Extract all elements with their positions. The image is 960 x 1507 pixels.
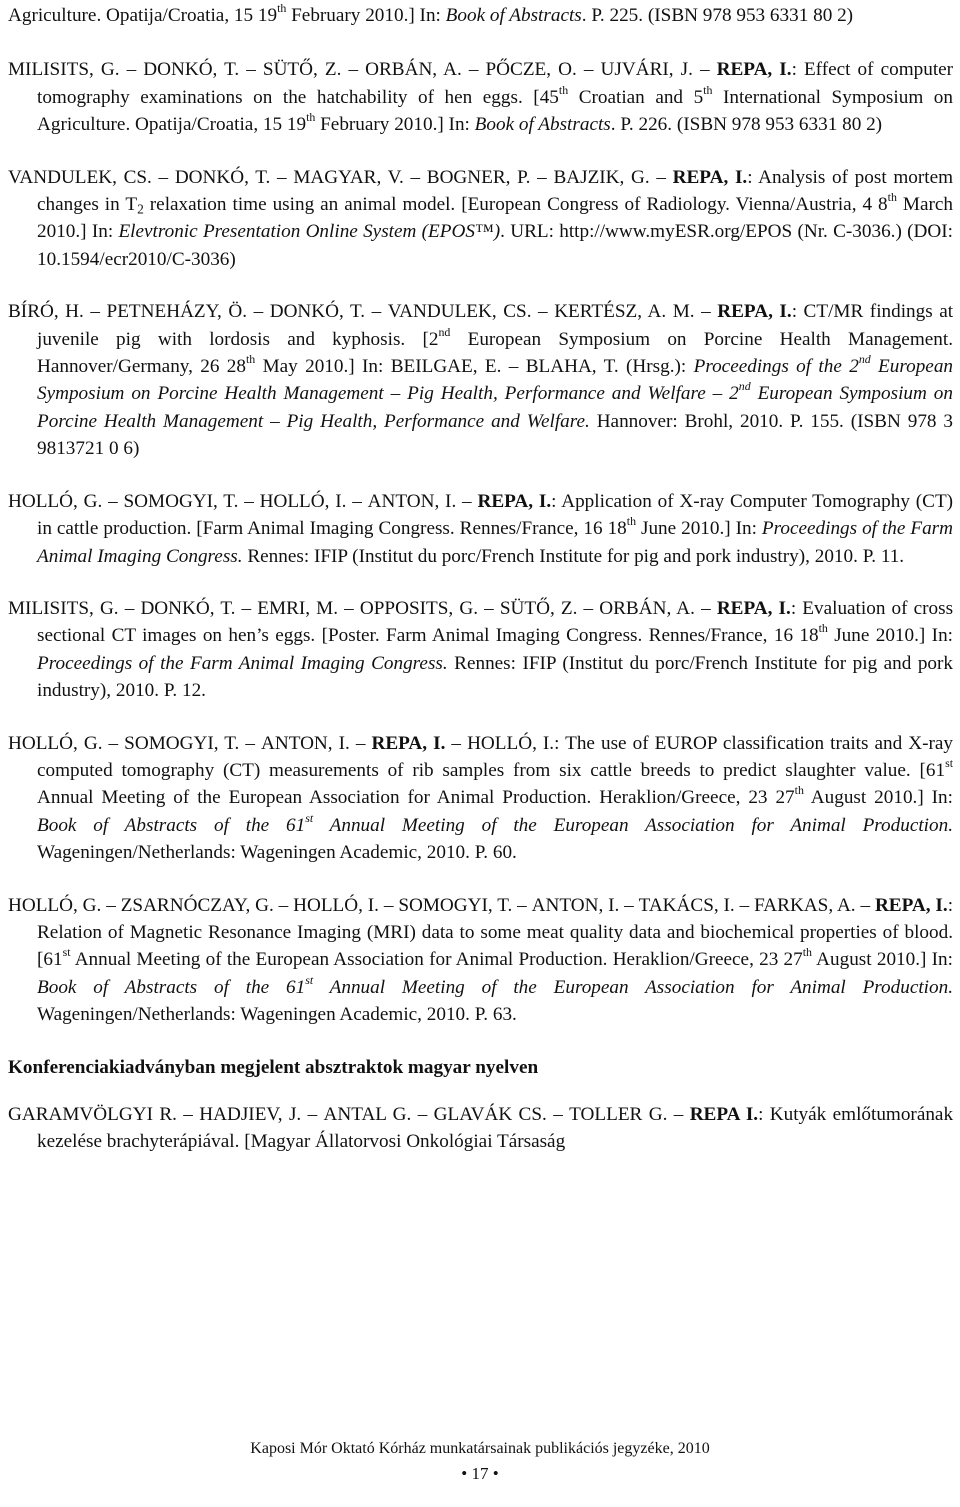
author-name: ANTON, I. — [531, 894, 620, 916]
text-run: – — [692, 59, 717, 81]
text-run: Wageningen/Netherlands: Wageningen Academic, 2010. P. 63. — [37, 1004, 517, 1026]
text-run: August 2010.] In: — [811, 949, 953, 971]
text-run: – — [102, 490, 124, 512]
text-run: – — [403, 166, 427, 188]
text-run: Annual Meeting of the European Association for Animal Production. Heraklion/Greece, 23 27 — [37, 787, 795, 809]
text-run: – — [176, 1104, 200, 1125]
text-run: – — [855, 894, 875, 916]
text-run: – — [461, 59, 486, 81]
reference-entry — [8, 2, 953, 29]
text-run: : CT/MR findings at juvenile pig with lordosis and kyphosis. [2 — [37, 301, 954, 350]
author-name: BLAHA, T. — [525, 356, 619, 378]
publication-title: Book of Abstracts — [445, 5, 582, 26]
author-name: ZSARNÓCZAY, G. — [120, 894, 274, 916]
text-run: : Evaluation of cross sectional CT images on hen’s eggs. [Poster. Farm Animal Imaging Congress. Rennes/France, 16 18 — [37, 597, 954, 647]
publication-title: Book of Abstracts of the 61 — [37, 814, 306, 836]
text-run: – — [239, 59, 263, 81]
text-run: : Kutyák emlőtumorának kezelése brachyterápiával. [Magyar Állatorvosi Onkológiai Társaság — [37, 1104, 954, 1153]
text-run: – — [546, 1104, 570, 1125]
text-run: relaxation time using an animal model. [European Congress of Radiology. Vienna/Austria, 4 8 — [143, 194, 888, 216]
author-name: HOLLÓ, I. — [293, 894, 379, 916]
text-run: Rennes: IFIP (Institut du porc/French Institute for pig and pork industry), 2010. P. 11. — [242, 545, 905, 567]
text-run: . P. 226. (ISBN 978 953 6331 80 2) — [610, 114, 883, 136]
text-run: – — [365, 301, 388, 323]
text-run: – — [649, 166, 673, 188]
text-run: : The use of EUROP classification traits and X-ray computed tomography (CT) measurements of rib samples from six cattle breeds to predict slaughter value. [61 — [37, 732, 953, 781]
superscript: nd — [438, 324, 451, 339]
author-name: EMRI, M. — [257, 597, 339, 619]
superscript: th — [626, 514, 637, 529]
publication-title: European Symposium on Porcine Health Management – Pig Health, Performance and Welfare – 2 — [37, 356, 954, 405]
author-name: KERTÉSZ, A. M. — [554, 301, 695, 323]
reference-entry — [8, 1101, 953, 1156]
text-run: – — [118, 597, 141, 619]
text-run: – — [694, 597, 717, 619]
publication-title: Proceedings of the 2 — [693, 356, 859, 378]
author-name: HOLLÓ, G. — [8, 490, 103, 512]
author-name: SOMOGYI, T. — [123, 490, 239, 512]
author-name: MAGYAR, V. — [293, 166, 404, 188]
author-name: ANTON, I. — [367, 490, 457, 512]
superscript: th — [802, 945, 812, 960]
author-name: DONKÓ, T. — [143, 59, 240, 81]
text-run: – — [512, 894, 532, 916]
text-run: August 2010.] In: — [803, 787, 953, 809]
text-run: Annual Meeting of the European Association for Animal Production. Heraklion/Greece, 23 27 — [70, 949, 803, 971]
document-body — [8, 2, 953, 1181]
text-run: – — [619, 894, 639, 916]
superscript: th — [558, 82, 569, 97]
text-run: : Application of X-ray Computer Tomography (CT) in cattle production. [Farm Animal Imaging Congress. Rennes/France, 16 18 — [37, 490, 954, 540]
text-run: – — [119, 59, 144, 81]
superscript: th — [306, 110, 316, 125]
superscript: th — [887, 190, 897, 205]
text-run: : Analysis of post mortem changes in T — [37, 166, 954, 216]
text-run: – — [235, 597, 258, 619]
text-run: : Relation of Magnetic Resonance Imaging (MRI) data to some meat quality data and biochemical properties of blood. [61 — [37, 894, 954, 971]
text-run: European Symposium on Porcine Health Management. Hannover/Germany, 26 28 — [37, 328, 953, 378]
text-run: June 2010.] In: — [636, 518, 762, 540]
text-run: – — [301, 1104, 324, 1125]
author-name: SOMOGYI, T. — [124, 732, 240, 754]
text-run: Konferenciakiadványban megjelent absztraktok magyar nyelven — [8, 1056, 539, 1078]
text-run: – — [445, 732, 468, 754]
text-run: Rennes: IFIP (Institut du porc/French Institute for pig and pork industry), 2010. P. 12. — [37, 652, 953, 702]
author-name: REPA, I. — [716, 59, 792, 81]
author-name: TAKÁCS, I. — [638, 894, 735, 916]
superscript: st — [62, 945, 71, 960]
text-run: . P. 225. (ISBN 978 953 6331 80 2) — [581, 5, 854, 26]
author-name: BOGNER, P. — [426, 166, 531, 188]
author-name: DONKÓ, T. — [269, 301, 366, 323]
text-run: June 2010.] In: — [827, 625, 953, 647]
author-name: HOLLÓ, G. — [8, 894, 102, 916]
text-run: : Effect of computer tomography examinations on the hatchability of hen eggs. [45 — [37, 59, 954, 108]
author-name: PETNEHÁZY, Ö. — [106, 301, 248, 323]
text-run: February 2010.] In: — [286, 5, 446, 26]
author-name: VANDULEK, CS. — [387, 301, 532, 323]
superscript: nd — [858, 352, 871, 367]
text-run: – — [411, 1104, 434, 1125]
author-name: BAJZIK, G. — [553, 166, 650, 188]
superscript: nd — [738, 379, 751, 394]
superscript: st — [945, 756, 953, 771]
reference-entry — [8, 56, 953, 138]
text-run: – — [341, 59, 366, 81]
author-name: UJVÁRI, J. — [600, 59, 693, 81]
text-run: – — [83, 301, 107, 323]
author-name: BEILGAE, E. — [390, 356, 502, 378]
text-run: – — [694, 301, 718, 323]
text-run: Hannover: Brohl, 2010. P. 155. (ISBN 978 3 9813721 0 6) — [37, 410, 953, 460]
text-run: March 2010.] In: — [37, 194, 953, 243]
text-run: Croatian and 5 — [568, 86, 704, 108]
text-run: – — [151, 166, 175, 188]
author-name: REPA, I. — [477, 490, 552, 512]
text-run: May 2010.] In: — [255, 356, 391, 378]
publication-title: Book of Abstracts of the 61 — [37, 976, 306, 998]
reference-entry — [8, 595, 953, 705]
author-name: MILISITS, G. — [8, 597, 119, 619]
subscript: 2 — [137, 201, 144, 217]
text-run: Agriculture. Opatija/Croatia, 15 19 — [8, 5, 278, 26]
text-run: – — [349, 732, 372, 754]
author-name: HOLLÓ, G. — [8, 732, 103, 754]
author-name: MILISITS, G. — [8, 59, 120, 81]
author-name: DONKÓ, T. — [174, 166, 271, 188]
text-run: February 2010.] In: — [315, 114, 475, 136]
text-run: – — [577, 597, 600, 619]
author-name: OPPOSITS, G. — [359, 597, 478, 619]
author-name: ORBÁN, A. — [599, 597, 695, 619]
reference-entry — [8, 298, 953, 462]
reference-entry — [8, 488, 953, 570]
text-run: – — [378, 894, 399, 916]
text-run: – — [478, 597, 500, 619]
author-name: REPA, I. — [371, 732, 446, 754]
text-run: – — [501, 356, 526, 378]
author-name: HADJIEV, J. — [199, 1104, 302, 1125]
text-run: – — [531, 301, 555, 323]
author-name: REPA, I. — [672, 166, 748, 188]
text-run: (Hrsg.): — [618, 356, 694, 378]
text-run: International Symposium on Agriculture. Opatija/Croatia, 15 19 — [37, 86, 953, 136]
reference-entry — [8, 730, 953, 867]
text-run: – — [667, 1104, 690, 1125]
text-run: . URL: http://www.myESR.org/EPOS (Nr. C-3036.) (DOI: 10.1594/ecr2010/C-3036) — [37, 221, 953, 270]
reference-entry — [8, 892, 953, 1029]
publication-title: Proceedings of the Farm Animal Imaging Congress. — [37, 518, 954, 567]
text-run: – — [239, 732, 261, 754]
publication-title: Elevtronic Presentation Online System (EPOS™) — [118, 221, 501, 243]
author-name: BÍRÓ, H. — [8, 301, 84, 323]
text-run: – — [346, 490, 368, 512]
author-name: VANDULEK, CS. — [8, 166, 152, 188]
superscript: th — [246, 352, 256, 367]
publication-title: Annual Meeting of the European Association for Animal Production. — [313, 814, 954, 836]
superscript: th — [277, 1, 287, 16]
superscript: st — [305, 810, 314, 825]
text-run: – — [247, 301, 270, 323]
superscript: th — [818, 621, 828, 636]
superscript: th — [794, 783, 804, 798]
superscript: st — [305, 972, 314, 987]
text-run: – — [101, 894, 121, 916]
author-name: HOLLÓ, I. — [259, 490, 347, 512]
text-run: – — [576, 59, 601, 81]
publication-title: European Symposium on Porcine Health Management – Pig Health, Performance and Welfare. — [37, 383, 953, 432]
author-name: SÜTŐ, Z. — [262, 59, 342, 81]
author-name: DONKÓ, T. — [140, 597, 236, 619]
author-name: HOLLÓ, I. — [467, 732, 555, 754]
text-run: – — [273, 894, 294, 916]
superscript: th — [703, 82, 713, 97]
page-footer: Kaposi Mór Oktató Kórház munkatársainak publikációs jegyzéke, 2010 — [250, 1440, 710, 1457]
text-run: – — [270, 166, 294, 188]
author-name: ORBÁN, A. — [365, 59, 462, 81]
author-name: PŐCZE, O. — [485, 59, 577, 81]
reference-entry — [8, 164, 953, 274]
text-run: Wageningen/Netherlands: Wageningen Academic, 2010. P. 60. — [37, 842, 517, 864]
author-name: SÜTŐ, Z. — [499, 597, 578, 619]
author-name: REPA, I. — [716, 597, 791, 619]
text-run: – — [102, 732, 125, 754]
text-run: – — [734, 894, 755, 916]
author-name: ANTAL G. — [323, 1104, 412, 1125]
author-name: GLAVÁK CS. — [433, 1104, 547, 1125]
author-name: SOMOGYI, T. — [398, 894, 513, 916]
author-name: GARAMVÖLGYI R. — [8, 1104, 177, 1125]
publication-title: Book of Abstracts — [474, 114, 611, 136]
section-heading — [8, 1054, 953, 1081]
publication-title: Annual Meeting of the European Association for Animal Production. — [313, 976, 954, 998]
author-name: ANTON, I. — [260, 732, 350, 754]
author-name: REPA, I. — [717, 301, 792, 323]
text-run: – — [530, 166, 554, 188]
author-name: REPA I. — [689, 1104, 759, 1125]
publication-title: Proceedings of the Farm Animal Imaging Congress. — [37, 652, 448, 674]
page-number: • 17 • — [461, 1464, 499, 1483]
author-name: TOLLER G. — [569, 1104, 668, 1125]
text-run: – — [338, 597, 360, 619]
author-name: REPA, I. — [874, 894, 948, 916]
text-run: – — [456, 490, 478, 512]
text-run: – — [238, 490, 260, 512]
author-name: FARKAS, A. — [754, 894, 856, 916]
